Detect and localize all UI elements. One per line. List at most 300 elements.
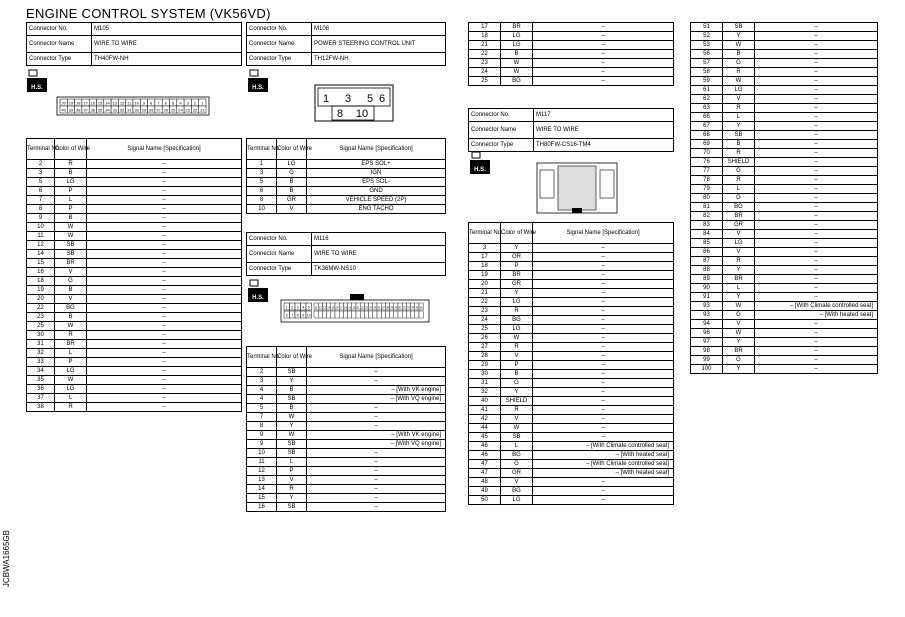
connector-pin [60, 99, 67, 106]
table-row [27, 295, 242, 304]
table-row [247, 205, 446, 214]
terminal-cell: 38 [27, 403, 55, 412]
pin-number: 32 [119, 107, 125, 113]
table-row [27, 205, 242, 214]
color-cell: Y [723, 365, 755, 374]
terminal-header: Terminal No. [247, 347, 277, 368]
signal-cell: – [533, 23, 674, 32]
color-cell: V [501, 352, 533, 361]
signal-cell: – [87, 277, 242, 286]
terminal-cell: 22 [469, 298, 501, 307]
color-cell: Y [723, 32, 755, 41]
signal-cell: – [755, 212, 878, 221]
color-cell: W [55, 223, 87, 232]
terminal-cell: 4 [247, 395, 277, 404]
conn-type-label: Connector Type [247, 263, 312, 276]
color-cell: R [501, 406, 533, 415]
terminal-cell: 10 [247, 205, 277, 214]
connector-pin [373, 303, 377, 310]
table-row [469, 59, 674, 68]
conn-name-label: Connector Name [27, 36, 92, 53]
signal-cell: – [755, 266, 878, 275]
table-row [469, 424, 674, 433]
terminal-cell: 62 [691, 95, 723, 104]
pin-number: 13 [323, 306, 326, 310]
table-row [27, 385, 242, 394]
table-row [247, 413, 446, 422]
pin-number: 20 [61, 100, 66, 106]
signal-cell: – [87, 205, 242, 214]
pin-number: 32 [402, 306, 406, 310]
connector-pin [162, 99, 169, 106]
terminal-cell: 11 [27, 232, 55, 241]
color-cell: GR [277, 196, 307, 205]
pin-number: 8 [296, 313, 299, 318]
signal-header: Signal Name [Specification] [87, 139, 242, 160]
table-row [469, 361, 674, 370]
connector-pin [295, 303, 301, 310]
terminal-cell: 93 [691, 311, 723, 320]
color-cell: G [723, 356, 755, 365]
harness-side-icon [248, 280, 268, 302]
pin-number: 12 [318, 306, 322, 310]
table-row [691, 77, 878, 86]
table-row [247, 458, 446, 467]
signal-cell: ENG TACHO [307, 205, 446, 214]
conn-type-value: TK36MW-NS10 [312, 263, 446, 276]
terminal-cell: 8 [27, 205, 55, 214]
terminal-cell: 33 [27, 358, 55, 367]
table-row [27, 286, 242, 295]
terminal-cell: 58 [691, 68, 723, 77]
terminal-cell: 16 [27, 268, 55, 277]
table-row [247, 494, 446, 503]
color-cell: BR [501, 23, 533, 32]
terminal-cell: 35 [27, 376, 55, 385]
conn-no-value: M108 [312, 23, 446, 36]
color-cell: V [55, 268, 87, 277]
terminal-cell: 46 [469, 442, 501, 451]
table-row [247, 187, 446, 196]
terminal-cell: 45 [469, 433, 501, 442]
terminal-cell: 94 [691, 320, 723, 329]
color-cell: BR [501, 271, 533, 280]
terminal-cell: 24 [469, 316, 501, 325]
pin-number: 25 [373, 306, 377, 310]
color-cell: P [55, 187, 87, 196]
signal-cell: – [87, 385, 242, 394]
table-row [691, 311, 878, 320]
connector-pin [419, 303, 423, 310]
color-cell: B [55, 286, 87, 295]
signal-cell: – [755, 257, 878, 266]
terminal-cell: 48 [469, 478, 501, 487]
connector-pin [82, 106, 89, 113]
terminal-cell: 68 [691, 131, 723, 140]
terminal-cell: 47 [469, 460, 501, 469]
m105-terminal-table [26, 138, 242, 412]
pin-number: 14 [327, 306, 331, 310]
conn-type-value: TH12FW-NH [312, 53, 446, 66]
terminal-cell: 88 [691, 266, 723, 275]
table-row [469, 23, 674, 32]
signal-cell: – [With heated seat] [533, 451, 674, 460]
page-title: ENGINE CONTROL SYSTEM (VK56VD) [26, 6, 271, 21]
connector-pin [133, 99, 140, 106]
color-cell: B [277, 187, 307, 196]
table-row [469, 451, 674, 460]
table-row [469, 334, 674, 343]
table-row [469, 289, 674, 298]
terminal-cell: 19 [27, 286, 55, 295]
table-row [27, 259, 242, 268]
signal-cell: – [755, 203, 878, 212]
color-cell: R [723, 68, 755, 77]
conn-name-value: WIRE TO WIRE [92, 36, 242, 53]
table-row [27, 178, 242, 187]
signal-header: Signal Name [Specification] [533, 223, 674, 244]
terminal-cell: 79 [691, 185, 723, 194]
connector-pin [352, 303, 356, 310]
color-header: Color of Wire [55, 139, 87, 160]
color-cell: Y [723, 266, 755, 275]
signal-cell: – [755, 158, 878, 167]
signal-cell: – [87, 214, 242, 223]
color-cell: W [501, 334, 533, 343]
connector-pin [335, 303, 339, 310]
signal-cell: – [87, 304, 242, 313]
table-row [469, 442, 674, 451]
color-cell: GR [501, 280, 533, 289]
table-row [691, 167, 878, 176]
connector-pin [89, 99, 96, 106]
terminal-cell: 41 [469, 406, 501, 415]
signal-cell: – [87, 196, 242, 205]
signal-cell: – [533, 352, 674, 361]
color-cell: W [277, 431, 307, 440]
color-cell: B [723, 140, 755, 149]
color-cell: G [55, 277, 87, 286]
figure-code: JCBWA1665GB [2, 530, 11, 588]
table-row [247, 467, 446, 476]
table-row [469, 50, 674, 59]
table-row [27, 304, 242, 313]
signal-cell: – [533, 397, 674, 406]
terminal-cell: 57 [691, 59, 723, 68]
m108-header [246, 22, 446, 66]
color-cell: V [277, 476, 307, 485]
terminal-cell: 100 [691, 365, 723, 374]
table-row [691, 248, 878, 257]
table-row [247, 422, 446, 431]
terminal-cell: 23 [469, 307, 501, 316]
pin-number: 17 [339, 306, 343, 310]
color-cell: W [55, 376, 87, 385]
connector-pin [348, 303, 352, 310]
signal-cell: – [307, 476, 446, 485]
terminal-cell: 23 [27, 313, 55, 322]
color-cell: LG [277, 160, 307, 169]
signal-cell: – [533, 433, 674, 442]
table-row [247, 395, 446, 404]
signal-cell: – [307, 413, 446, 422]
color-header: Color of Wire [277, 347, 307, 368]
m116-connector-face [280, 294, 430, 324]
terminal-cell: 10 [247, 449, 277, 458]
terminal-cell: 90 [691, 284, 723, 293]
connector-pin [290, 303, 296, 310]
pin-number: 14 [105, 100, 110, 106]
signal-cell: – [87, 322, 242, 331]
pin-number: 28 [386, 306, 389, 310]
table-row [469, 379, 674, 388]
connector-pin [301, 311, 307, 318]
signal-cell: EPS SOL- [307, 178, 446, 187]
table-row [691, 338, 878, 347]
color-cell: W [277, 413, 307, 422]
table-row [27, 268, 242, 277]
table-row [247, 160, 446, 169]
pin-number: 17 [83, 100, 88, 106]
color-cell: B [501, 370, 533, 379]
table-row [469, 370, 674, 379]
harness-side-icon [248, 70, 268, 92]
hs-label: H.S. [252, 295, 264, 301]
terminal-cell: 4 [247, 386, 277, 395]
pin-number: 18 [344, 306, 347, 310]
terminal-header: Terminal No. [469, 223, 501, 244]
signal-cell: – [With heated seat] [755, 311, 878, 320]
color-cell: BG [723, 203, 755, 212]
table-row [691, 50, 878, 59]
color-cell: G [501, 460, 533, 469]
terminal-cell: 28 [469, 352, 501, 361]
m116-header [246, 232, 446, 276]
pin-number: 27 [381, 306, 385, 310]
color-cell: BR [723, 212, 755, 221]
pin-number: 22 [192, 107, 198, 113]
terminal-cell: 56 [691, 50, 723, 59]
signal-cell: – [307, 458, 446, 467]
pin-number: 23 [365, 306, 368, 310]
terminal-cell: 96 [691, 329, 723, 338]
signal-cell: – [755, 113, 878, 122]
signal-cell: – [533, 343, 674, 352]
terminal-cell: 2 [247, 368, 277, 377]
signal-cell: – [87, 286, 242, 295]
pin-number: 24 [369, 306, 373, 310]
signal-cell: IGN [307, 169, 446, 178]
table-row [469, 280, 674, 289]
table-row [691, 23, 878, 32]
pin-number: 9 [302, 313, 305, 318]
pin-number: 1 [201, 100, 204, 106]
terminal-cell: 36 [27, 385, 55, 394]
table-row [469, 307, 674, 316]
signal-cell: – [307, 467, 446, 476]
table-row [247, 178, 446, 187]
signal-cell: – [87, 241, 242, 250]
signal-cell: – [533, 478, 674, 487]
pin-number: 5 [172, 100, 175, 106]
color-header: Color of Wire [277, 139, 307, 160]
table-row [691, 203, 878, 212]
table-row [27, 403, 242, 412]
pin-number: 27 [156, 107, 161, 113]
color-cell: LG [55, 367, 87, 376]
signal-cell: – [533, 298, 674, 307]
m117-header [468, 108, 674, 152]
color-cell: R [501, 307, 533, 316]
signal-header: Signal Name [Specification] [307, 347, 446, 368]
connector-pin [314, 303, 318, 310]
terminal-cell: 86 [691, 248, 723, 257]
conn-no-label: Connector No. [27, 23, 92, 36]
signal-cell: – [307, 503, 446, 512]
m105-header [26, 22, 242, 66]
connector-pin [75, 106, 82, 113]
pin-number: 3 [344, 93, 352, 105]
table-row [469, 325, 674, 334]
pin-number: 23 [185, 107, 190, 113]
pin-number: 15 [331, 306, 335, 310]
color-cell: BG [55, 304, 87, 313]
terminal-cell: 27 [469, 343, 501, 352]
terminal-cell: 89 [691, 275, 723, 284]
pin-number: 31 [127, 107, 132, 113]
terminal-cell: 8 [247, 422, 277, 431]
terminal-cell: 3 [247, 377, 277, 386]
connector-pin [402, 303, 406, 310]
color-cell: V [723, 95, 755, 104]
conn-type-label: Connector Type [469, 139, 534, 152]
connector-pin [75, 99, 82, 106]
terminal-cell: 97 [691, 338, 723, 347]
terminal-cell: 2 [27, 160, 55, 169]
table-row [469, 388, 674, 397]
color-cell: Y [501, 388, 533, 397]
color-cell: V [501, 478, 533, 487]
signal-cell: – [755, 122, 878, 131]
table-row [691, 257, 878, 266]
connector-pin [177, 99, 184, 106]
color-cell: L [723, 284, 755, 293]
signal-cell: – [755, 320, 878, 329]
table-row [27, 160, 242, 169]
color-cell: R [55, 331, 87, 340]
terminal-cell: 3 [469, 244, 501, 253]
connector-pin [184, 99, 191, 106]
color-cell: SHIELD [501, 397, 533, 406]
table-row [691, 275, 878, 284]
color-cell: R [277, 485, 307, 494]
connector-pin [89, 106, 96, 113]
pin-number: 19 [68, 100, 74, 106]
terminal-cell: 9 [247, 431, 277, 440]
signal-cell: – [755, 194, 878, 203]
pin-number: 8 [150, 100, 153, 106]
table-row [27, 169, 242, 178]
signal-cell: – [755, 185, 878, 194]
terminal-cell: 50 [469, 496, 501, 505]
connector-pin [301, 303, 307, 310]
connector-pin [111, 99, 118, 106]
terminal-cell: 24 [469, 68, 501, 77]
terminal-cell: 31 [469, 379, 501, 388]
signal-cell: – [755, 104, 878, 113]
color-cell: L [55, 196, 87, 205]
terminal-cell: 25 [469, 77, 501, 86]
terminal-cell: 42 [469, 415, 501, 424]
terminal-cell: 31 [27, 340, 55, 349]
terminal-cell: 59 [691, 77, 723, 86]
pin-number: 34 [105, 107, 110, 113]
terminal-cell: 81 [691, 203, 723, 212]
pin-number: 5 [307, 305, 310, 310]
terminal-cell: 63 [691, 104, 723, 113]
pin-number: 9 [142, 100, 146, 106]
terminal-cell: 14 [27, 250, 55, 259]
table-row [691, 32, 878, 41]
pin-number: 25 [170, 107, 176, 113]
terminal-cell: 10 [27, 223, 55, 232]
terminal-cell: 21 [469, 289, 501, 298]
signal-cell: – [87, 268, 242, 277]
hs-label: H.S. [252, 85, 264, 91]
signal-cell: – [755, 284, 878, 293]
terminal-cell: 30 [469, 370, 501, 379]
harness-side-icon [27, 70, 47, 92]
color-cell: G [723, 194, 755, 203]
signal-cell: – [755, 230, 878, 239]
table-row [691, 293, 878, 302]
table-row [27, 331, 242, 340]
m117-terminal-table-cont [690, 22, 878, 374]
color-cell: SB [501, 433, 533, 442]
color-cell: SB [55, 241, 87, 250]
signal-cell: – [With Climate controlled seat] [533, 442, 674, 451]
signal-cell: – [87, 403, 242, 412]
terminal-cell: 93 [691, 302, 723, 311]
connector-pin [140, 106, 147, 113]
table-row [27, 349, 242, 358]
pin-number: 39 [68, 107, 74, 113]
color-cell: V [723, 230, 755, 239]
terminal-cell: 26 [469, 334, 501, 343]
connector-pin [148, 106, 155, 113]
color-cell: P [55, 358, 87, 367]
terminal-cell: 51 [691, 23, 723, 32]
color-cell: P [277, 467, 307, 476]
terminal-cell: 5 [27, 178, 55, 187]
color-cell: SB [55, 250, 87, 259]
signal-cell: – [87, 367, 242, 376]
color-cell: SB [277, 449, 307, 458]
pin-number: 4 [179, 100, 182, 106]
signal-cell: – [533, 50, 674, 59]
color-cell: BG [501, 77, 533, 86]
signal-cell: – [533, 59, 674, 68]
terminal-cell: 25 [27, 322, 55, 331]
signal-cell: – [755, 23, 878, 32]
color-cell: Y [723, 293, 755, 302]
table-row [469, 41, 674, 50]
terminal-cell: 77 [691, 167, 723, 176]
signal-cell: – [87, 331, 242, 340]
pin-number: 7 [291, 313, 294, 318]
connector-pin [343, 303, 347, 310]
terminal-cell: 61 [691, 86, 723, 95]
